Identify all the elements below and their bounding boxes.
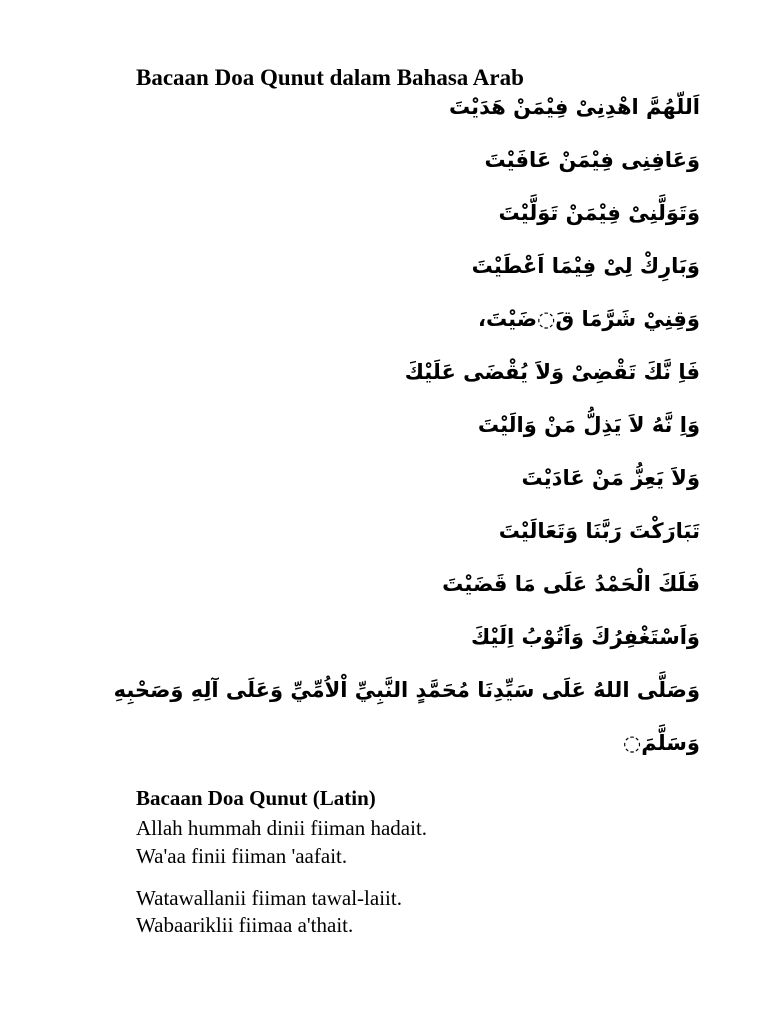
arabic-line-8: وَلاَ يَعِزُّ مَنْ عَادَيْتَ [521, 466, 700, 490]
arabic-line-7: وَاِ نَّهُ لاَ يَذِلُّ مَنْ وَالَيْتَ [477, 413, 700, 437]
latin-line-2: Wa'aa finii fiiman 'aafait. [136, 844, 348, 868]
arabic-line-3: وَتَوَلَّنِىْ فِيْمَنْ تَوَلَّيْتَ [498, 201, 700, 225]
arabic-section-heading: Bacaan Doa Qunut dalam Bahasa Arab [136, 65, 524, 90]
latin-line-3: Watawallanii fiiman tawal-laiit. [136, 886, 402, 910]
latin-line-1: Allah hummah dinii fiiman hadait. [136, 816, 428, 840]
arabic-line-4: وَبَارِكْ لِىْ فِيْمَا اَعْطَيْتَ [471, 254, 700, 278]
arabic-line-12: وَصَلَّى اللهُ عَلَى سَيِّدِنَا مُحَمَّدٍ النَّبِيِّ اْلاُمِّيِّ وَعَلَى آلِهِ وَصَحْبِهِ [113, 678, 700, 702]
arabic-line-1: اَللّهُمَّ اهْدِنِىْ فِيْمَنْ هَدَيْتَ [448, 95, 700, 119]
arabic-line-2: وَعَافِنِى فِيْمَنْ عَافَيْتَ [484, 148, 700, 172]
arabic-line-6: فَاِ نَّكَ تَقْضِىْ وَلاَ يُقْضَى عَلَيْكَ [404, 360, 700, 384]
arabic-line-10: فَلَكَ الْحَمْدُ عَلَى مَا قَضَيْتَ [442, 572, 700, 596]
latin-section-heading: Bacaan Doa Qunut (Latin) [136, 786, 376, 810]
arabic-line-9: تَبَارَكْتَ رَبَّنَا وَتَعَالَيْتَ [498, 519, 700, 543]
arabic-line-11: وَاَسْتَغْفِرُكَ وَاَتُوْبُ اِلَيْكَ [471, 625, 700, 649]
arabic-line-13: وَسَلَّمَ◌ [622, 731, 700, 755]
arabic-line-5: وَقِنِيْ شَرَّمَا قَ◌ضَيْتَ، [477, 307, 700, 331]
latin-line-4: Wabaariklii fiimaa a'thait. [136, 913, 354, 937]
